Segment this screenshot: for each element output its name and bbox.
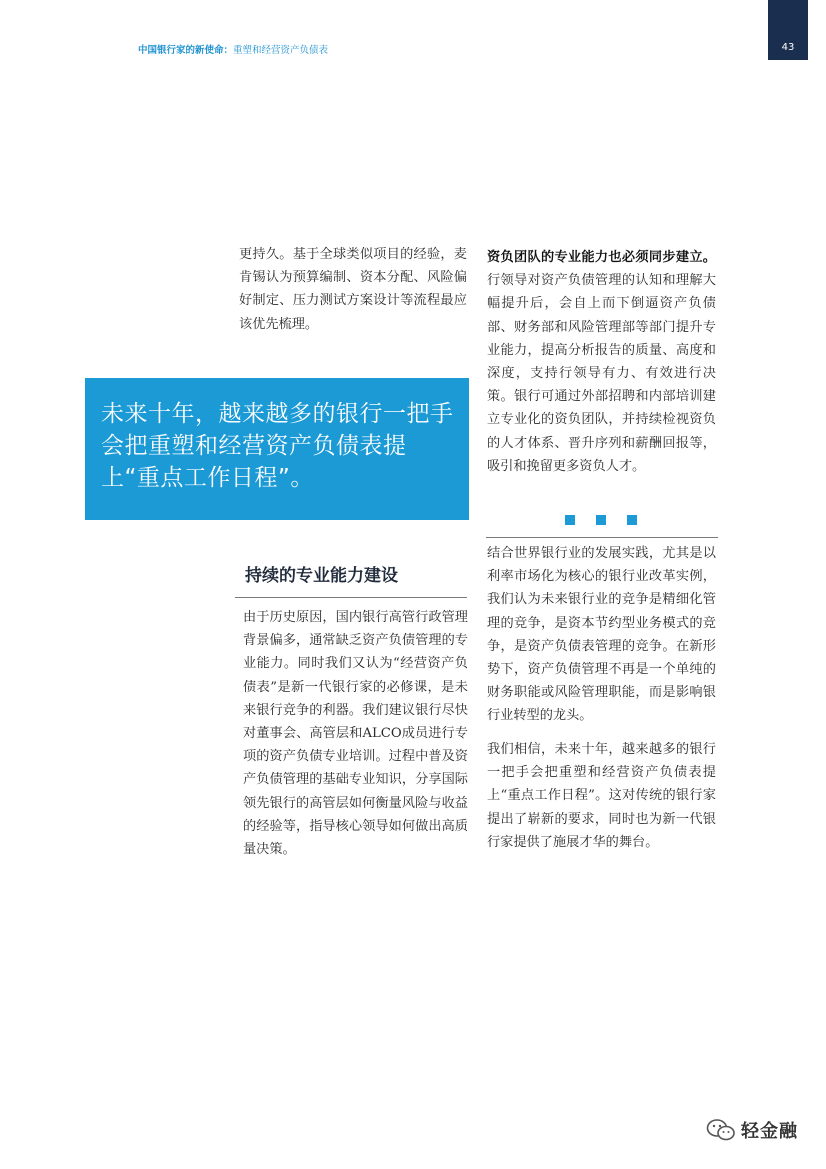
section-divider [235, 597, 467, 598]
page-number: 43 [781, 42, 795, 53]
dot-marker [565, 515, 575, 525]
section-break-dots [565, 515, 637, 525]
dot-marker [627, 515, 637, 525]
header-title: 中国银行家的新使命： [138, 45, 234, 56]
section-heading: 持续的专业能力建设 [245, 566, 398, 586]
conclusion-paragraph-2: 我们相信，未来十年，越来越多的银行一把手会把重塑和经营资产负债表提上“重点工作日程”。这对传统的银行家提出了崭新的要求，同时也为新一代银行家提供了施展才华的舞台。 [487, 742, 716, 850]
column-divider [486, 537, 718, 538]
pull-quote: 未来十年，越来越多的银行一把手会把重塑和经营资产负债表提上“重点工作日程”。 [85, 378, 469, 520]
dot-marker [596, 515, 606, 525]
team-body: 行领导对资产负债管理的认知和理解大幅提升后，会自上而下倒逼资产负债部、财务部和风险管理部等部门提升专业能力，提高分析报告的质量、高度和深度，支持行领导有力、有效进行决策。银行可通过外部招聘和内部培训建立专业化的资负团队，并持续检视资负的人才体系、晋升序列和薪酬回报等，吸引和挽留更多资负人才。 [487, 273, 716, 474]
running-header [138, 42, 328, 56]
team-paragraph [487, 246, 716, 478]
team-lead: 资负团队的专业能力也必须同步建立。 [487, 250, 716, 265]
watermark-text: 轻金融 [741, 1121, 798, 1142]
conclusion-paragraph-1: 结合世界银行业的发展实践，尤其是以利率市场化为核心的银行业改革实例，我们认为未来银行业的竞争是精细化管理的竞争，是资本节约型业务模式的竞争，是资产负债表管理的竞争。在新形势下，资产负债管理不再是一个单纯的财务职能或风险管理职能，而是影响银行业转型的龙头。 [487, 546, 716, 724]
intro-paragraph: 更持久。基于全球类似项目的经验，麦肯锡认为预算编制、资本分配、风险偏好制定、压力测试方案设计等流程最应该优先梳理。 [239, 247, 467, 332]
header-subtitle: 重塑和经营资产负债表 [233, 45, 329, 56]
wechat-icon [706, 1118, 736, 1142]
section-paragraph: 由于历史原因，国内银行高管行政管理背景偏多，通常缺乏资产负债管理的专业能力。同时我们又认为“经营资产负债表”是新一代银行家的必修课，是未来银行竞争的利器。我们建议银行尽快对董事会、高管层和ALCO成员进行专项的资产负债专业培训。过程中普及资产负债管理的基础专业知识，分享国际领先银行的高管层如何衡量风险与收益的经验等，指导核心领导如何做出高质量决策。 [243, 610, 468, 858]
